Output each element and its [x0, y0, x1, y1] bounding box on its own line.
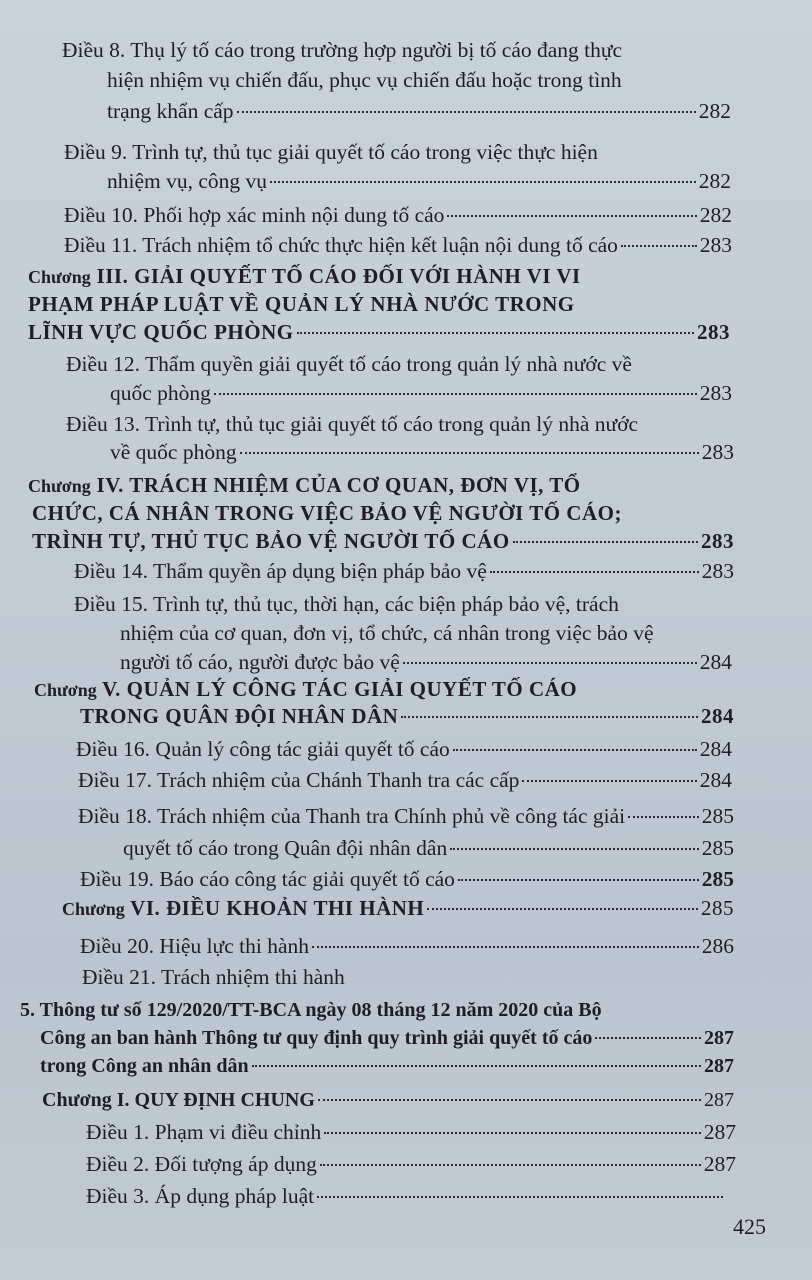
toc-entry	[74, 590, 692, 618]
toc-page-number: 284	[699, 650, 732, 674]
toc-page-number: 282	[698, 169, 731, 193]
dot-leader	[237, 111, 696, 113]
toc-entry-text: Điều 13. Trình tự, thủ tục giải quyết tố cáo trong quản lý nhà nước	[66, 412, 639, 436]
toc-entry	[107, 167, 731, 195]
toc-page-number: 283	[701, 529, 734, 553]
page-number: 425	[733, 1214, 766, 1239]
toc-page-number: 287	[704, 1027, 734, 1049]
dot-leader	[214, 393, 697, 395]
toc-entry-text: trạng khẩn cấp	[107, 99, 234, 123]
chapter-heading-text: Chương III. GIẢI QUYẾT TỐ CÁO ĐỐI VỚI HÀNH VI VI	[28, 264, 581, 288]
dot-leader	[447, 215, 696, 217]
toc-entry-text: Điều 9. Trình tự, thủ tục giải quyết tố cáo trong việc thực hiện	[64, 140, 598, 164]
toc-entry	[107, 66, 685, 94]
toc-entry	[107, 97, 731, 125]
dot-leader	[320, 1164, 701, 1166]
dot-leader	[621, 245, 697, 247]
toc-entry-text: Điều 8. Thụ lý tố cáo trong trường hợp người bị tố cáo đang thực	[62, 38, 623, 62]
toc-entry-text: người tố cáo, người được bảo vệ	[120, 650, 400, 674]
chapter-heading-text: CHỨC, CÁ NHÂN TRONG VIỆC BẢO VỆ NGƯỜI TỐ CÁO;	[32, 501, 622, 525]
chapter-word: Chương	[28, 267, 91, 287]
dot-leader	[453, 749, 697, 751]
chapter-word: Chương	[34, 680, 97, 700]
toc-entry	[64, 138, 684, 166]
chapter-heading	[34, 675, 686, 704]
toc-entry-text: Điều 1. Phạm vi điều chỉnh	[86, 1120, 322, 1144]
toc-entry	[64, 231, 732, 259]
document-title	[40, 1052, 734, 1080]
toc-entry	[76, 735, 732, 763]
toc-entry-text: Điều 14. Thẩm quyền áp dụng biện pháp bảo vệ	[74, 559, 487, 583]
toc-page-number: 287	[703, 1152, 736, 1176]
chapter-heading	[28, 471, 680, 500]
dot-leader	[312, 946, 699, 948]
dot-leader	[401, 716, 698, 718]
chapter-heading	[80, 702, 734, 730]
chapter-heading-text: Chương VI. ĐIỀU KHOẢN THI HÀNH	[62, 896, 425, 920]
dot-leader	[324, 1132, 700, 1134]
dot-leader	[318, 1099, 701, 1101]
toc-entry	[80, 865, 734, 893]
toc-entry-text: Điều 19. Báo cáo công tác giải quyết tố cáo	[80, 867, 455, 891]
chapter-heading	[28, 262, 676, 291]
toc-entry-text: Điều 17. Trách nhiệm của Chánh Thanh tra các cấp	[78, 768, 520, 792]
toc-page-number: 282	[698, 99, 731, 123]
dot-leader	[490, 571, 699, 573]
toc-entry-text: Điều 12. Thẩm quyền giải quyết tố cáo trong quản lý nhà nước về	[66, 352, 632, 376]
chapter-word: Chương	[28, 476, 91, 496]
toc-entry	[80, 932, 734, 960]
toc-entry	[74, 557, 734, 585]
toc-entry	[78, 802, 734, 830]
toc-entry	[82, 963, 502, 991]
chapter-heading	[62, 894, 734, 923]
toc-page-number: 286	[701, 934, 734, 958]
chapter-heading	[32, 499, 682, 527]
dot-leader	[270, 181, 696, 183]
toc-entry-text: quốc phòng	[110, 381, 211, 405]
chapter-heading	[28, 318, 730, 346]
chapter-word: Chương	[62, 899, 125, 919]
toc-page-number: 284	[701, 704, 734, 728]
toc-page-number: 285	[701, 836, 734, 860]
toc-page-number: 282	[699, 203, 732, 227]
toc-page-number: 287	[703, 1120, 736, 1144]
toc-page-number: 285	[701, 896, 734, 920]
dot-leader	[513, 541, 698, 543]
toc-entry-text: hiện nhiệm vụ chiến đấu, phục vụ chiến đấu hoặc trong tình	[107, 68, 622, 92]
toc-entry	[62, 36, 682, 64]
chapter-heading-text: Chương V. QUẢN LÝ CÔNG TÁC GIẢI QUYẾT TỐ CÁO	[34, 677, 578, 701]
chapter-heading-text: TRÌNH TỰ, THỦ TỤC BẢO VỆ NGƯỜI TỐ CÁO	[32, 529, 510, 553]
toc-entry	[123, 834, 734, 862]
chapter-heading-text: LĨNH VỰC QUỐC PHÒNG	[28, 320, 294, 344]
toc-entry	[86, 1150, 736, 1178]
toc-entry	[66, 410, 688, 438]
toc-page-number: 283	[697, 320, 730, 344]
toc-entry	[110, 438, 734, 466]
toc-page-number: 285	[701, 804, 734, 828]
dot-leader	[458, 879, 699, 881]
dot-leader	[403, 662, 697, 664]
toc-page-number: 283	[701, 440, 734, 464]
toc-entry	[120, 648, 732, 676]
toc-entry	[120, 619, 694, 647]
toc-entry	[78, 766, 732, 794]
toc-page-number: 284	[699, 768, 732, 792]
dot-leader	[450, 848, 699, 850]
chapter-heading	[32, 527, 734, 555]
toc-entry-text: Điều 20. Hiệu lực thi hành	[80, 934, 309, 958]
toc-entry-text: về quốc phòng	[110, 440, 237, 464]
toc-entry-text: nhiệm vụ, công vụ	[107, 169, 268, 193]
dot-leader	[595, 1037, 701, 1039]
toc-page-number: 283	[701, 559, 734, 583]
toc-entry-text: Điều 2. Đối tượng áp dụng	[86, 1152, 317, 1176]
toc-entry-text: Điều 16. Quản lý công tác giải quyết tố cáo	[76, 737, 450, 761]
dot-leader	[297, 332, 694, 334]
toc-entry-text: quyết tố cáo trong Quân đội nhân dân	[123, 836, 448, 860]
dot-leader	[522, 780, 696, 782]
document-title	[40, 1024, 734, 1052]
toc-entry-text: Điều 15. Trình tự, thủ tục, thời hạn, các biện pháp bảo vệ, trách	[74, 592, 619, 616]
toc-entry	[86, 1182, 726, 1210]
document-title-text: trong Công an nhân dân	[40, 1055, 249, 1077]
chapter-heading-text: Chương IV. TRÁCH NHIỆM CỦA CƠ QUAN, ĐƠN VỊ, TỔ	[28, 473, 581, 497]
toc-entry	[86, 1118, 736, 1146]
chapter-heading-text: PHẠM PHÁP LUẬT VỀ QUẢN LÝ NHÀ NƯỚC TRONG	[28, 292, 575, 316]
toc-entry	[66, 350, 688, 378]
dot-leader	[427, 908, 698, 910]
toc-entry-text: Điều 18. Trách nhiệm của Thanh tra Chính phủ về công tác giải	[78, 804, 626, 828]
toc-entry-text: Điều 10. Phối hợp xác minh nội dung tố cáo	[64, 203, 445, 227]
toc-entry	[64, 201, 732, 229]
toc-entry-text: nhiệm của cơ quan, đơn vị, tổ chức, cá nhân trong việc bảo vệ	[120, 621, 654, 645]
document-title	[20, 996, 720, 1024]
toc-entry-text: Điều 11. Trách nhiệm tổ chức thực hiện kết luận nội dung tố cáo	[64, 233, 618, 257]
toc-page-number: 283	[699, 381, 732, 405]
toc-page-number: 287	[704, 1055, 734, 1077]
document-title-text: 5. Thông tư số 129/2020/TT-BCA ngày 08 tháng 12 năm 2020 của Bộ	[20, 999, 602, 1021]
document-title-text: Công an ban hành Thông tư quy định quy trình giải quyết tố cáo	[40, 1027, 593, 1049]
toc-page-number: 285	[701, 867, 734, 891]
toc-page-number: 287	[704, 1089, 734, 1111]
toc-entry	[110, 379, 732, 407]
chapter-heading	[42, 1086, 734, 1114]
toc-entry-text: Điều 3. Áp dụng pháp luật	[86, 1184, 315, 1208]
chapter-heading	[28, 290, 676, 318]
toc-page-number: 284	[699, 737, 732, 761]
dot-leader	[317, 1196, 723, 1198]
dot-leader	[240, 452, 699, 454]
dot-leader	[628, 816, 699, 818]
toc-entry-text: Điều 21. Trách nhiệm thi hành	[82, 965, 345, 989]
chapter-heading-text: Chương I. QUY ĐỊNH CHUNG	[42, 1089, 315, 1111]
toc-page-number: 283	[699, 233, 732, 257]
chapter-heading-text: TRONG QUÂN ĐỘI NHÂN DÂN	[80, 704, 399, 728]
dot-leader	[252, 1065, 701, 1067]
